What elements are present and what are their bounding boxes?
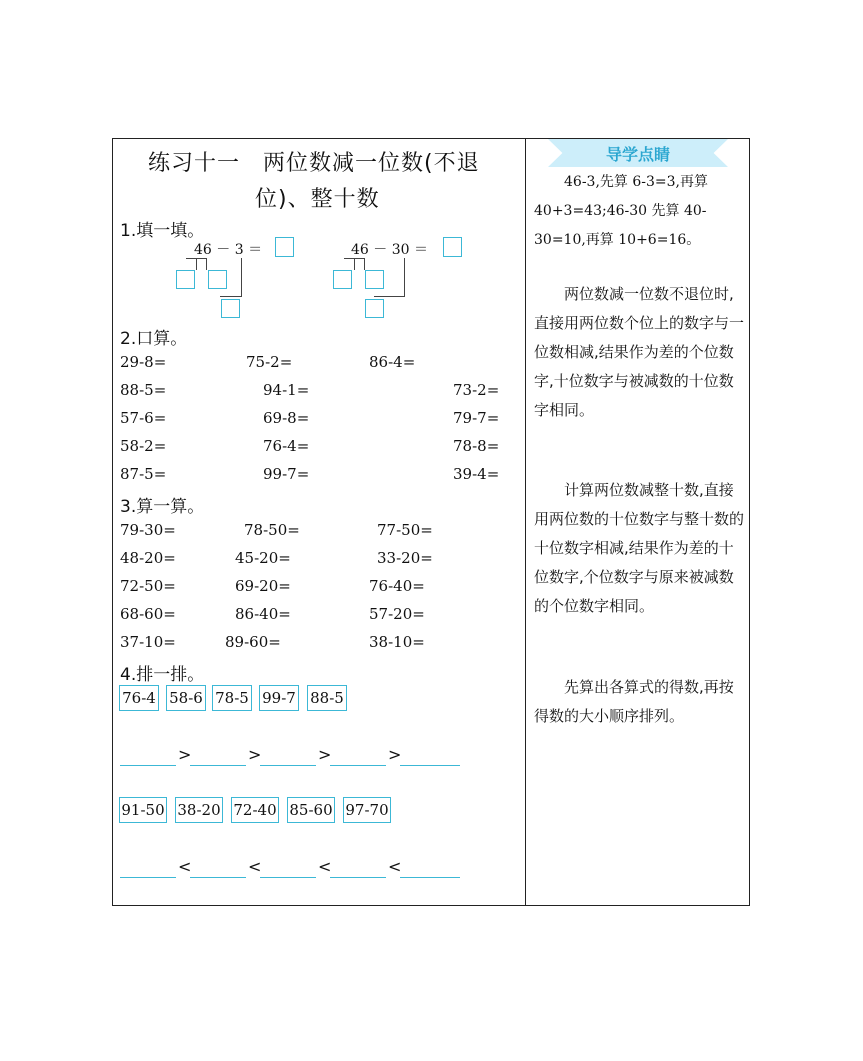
- calc-problem: 33-20=: [377, 549, 433, 567]
- expression-chip[interactable]: 97-70: [343, 797, 391, 823]
- tens-box[interactable]: [176, 270, 195, 289]
- ones-box[interactable]: [365, 270, 384, 289]
- answer-blank[interactable]: [330, 877, 386, 878]
- oral-problem: 94-1=: [263, 381, 310, 399]
- answer-blank[interactable]: [190, 877, 246, 878]
- expression-chip[interactable]: 58-6: [166, 685, 206, 711]
- answer-blank[interactable]: [400, 877, 460, 878]
- oral-problem: 75-2=: [246, 353, 293, 371]
- expression-chip[interactable]: 99-7: [259, 685, 299, 711]
- answer-blank[interactable]: [120, 877, 176, 878]
- section3-heading: 3.算一算。: [120, 497, 205, 517]
- oral-problem: 78-8=: [453, 437, 500, 455]
- guide-note-subtract-tens: 计算两位数减整十数,直接用两位数的十位数字与整十数的十位数字相减,结果作为差的十位数字,个位数字与原来被减数的个位数字相同。: [534, 481, 745, 615]
- calc-problem: 48-20=: [120, 549, 176, 567]
- less-than-sign: <: [248, 857, 262, 876]
- calc-problem: 57-20=: [369, 605, 425, 623]
- partial-result-box[interactable]: [365, 299, 384, 318]
- answer-blank[interactable]: [330, 765, 386, 766]
- section4-heading: 4.排一排。: [120, 665, 205, 685]
- oral-problem: 79-7=: [453, 409, 500, 427]
- guide-banner-title: 导学点睛: [605, 145, 670, 164]
- greater-than-sign: >: [318, 745, 332, 764]
- worksheet-title-line2: 位)、整十数: [255, 187, 380, 212]
- calc-problem: 78-50=: [244, 521, 300, 539]
- split-line: [196, 258, 197, 270]
- greater-than-sign: >: [388, 745, 402, 764]
- oral-problem: 29-8=: [120, 353, 167, 371]
- bracket-line: [374, 296, 405, 297]
- answer-blank[interactable]: [260, 765, 316, 766]
- calc-problem: 86-40=: [235, 605, 291, 623]
- section1-heading: 1.填一填。: [120, 221, 205, 241]
- ordering-row-descending: [0, 740, 863, 770]
- less-than-sign: <: [178, 857, 192, 876]
- calc-problem: 76-40=: [369, 577, 425, 595]
- oral-problem: 39-4=: [453, 465, 500, 483]
- expression-chip[interactable]: 72-40: [231, 797, 279, 823]
- greater-than-sign: >: [248, 745, 262, 764]
- answer-box[interactable]: [275, 237, 294, 257]
- oral-problem: 87-5=: [120, 465, 167, 483]
- oral-problem: 69-8=: [263, 409, 310, 427]
- ones-box[interactable]: [208, 270, 227, 289]
- split-line: [186, 258, 206, 259]
- expression-chip[interactable]: 38-20: [175, 797, 223, 823]
- oral-problem: 58-2=: [120, 437, 167, 455]
- expression-46-minus-3: 46 － 3 ＝: [194, 242, 263, 258]
- worksheet-title-line1: 练习十一 两位数减一位数(不退: [148, 151, 480, 176]
- partial-result-box[interactable]: [221, 299, 240, 318]
- guide-note-ordering: 先算出各算式的得数,再按得数的大小顺序排列。: [534, 678, 734, 725]
- less-than-sign: <: [318, 857, 332, 876]
- calc-problem: 38-10=: [369, 633, 425, 651]
- calc-problem: 69-20=: [235, 577, 291, 595]
- ordering-row-ascending: [0, 852, 863, 882]
- calc-problem: 45-20=: [235, 549, 291, 567]
- oral-problem: 99-7=: [263, 465, 310, 483]
- oral-problem: 57-6=: [120, 409, 167, 427]
- bracket-line: [220, 296, 242, 297]
- answer-blank[interactable]: [120, 765, 176, 766]
- tens-box[interactable]: [333, 270, 352, 289]
- section2-heading: 2.口算。: [120, 329, 188, 349]
- calc-problem: 37-10=: [120, 633, 176, 651]
- split-line: [364, 258, 365, 270]
- answer-box[interactable]: [443, 237, 462, 257]
- answer-blank[interactable]: [260, 877, 316, 878]
- expression-46-minus-30: 46 － 30 ＝: [351, 242, 428, 258]
- bracket-line: [241, 258, 242, 296]
- calc-problem: 68-60=: [120, 605, 176, 623]
- split-line: [354, 258, 355, 270]
- oral-problem: 88-5=: [120, 381, 167, 399]
- split-line: [344, 258, 364, 259]
- expression-chip[interactable]: 91-50: [119, 797, 167, 823]
- calc-problem: 79-30=: [120, 521, 176, 539]
- expression-chip[interactable]: 85-60: [287, 797, 335, 823]
- split-line: [206, 258, 207, 270]
- oral-problem: 86-4=: [369, 353, 416, 371]
- greater-than-sign: >: [178, 745, 192, 764]
- guide-note-subtract-ones: 两位数减一位数不退位时,直接用两位数个位上的数字与一位数相减,结果作为差的个位数字,十位数字与被减数的十位数字相同。: [534, 285, 745, 419]
- oral-problem: 73-2=: [453, 381, 500, 399]
- calc-problem: 89-60=: [225, 633, 281, 651]
- answer-blank[interactable]: [400, 765, 460, 766]
- expression-chip[interactable]: 78-5: [212, 685, 252, 711]
- expression-chip[interactable]: 88-5: [307, 685, 347, 711]
- answer-blank[interactable]: [190, 765, 246, 766]
- expression-chip[interactable]: 76-4: [119, 685, 159, 711]
- bracket-line: [404, 258, 405, 296]
- column-divider: [525, 138, 526, 906]
- guide-note-example: 46-3,先算 6-3=3,再算 40+3=43;46-30 先算 40-30=10,再算 10+6=16。: [534, 174, 708, 248]
- less-than-sign: <: [388, 857, 402, 876]
- calc-problem: 72-50=: [120, 577, 176, 595]
- oral-problem: 76-4=: [263, 437, 310, 455]
- calc-problem: 77-50=: [377, 521, 433, 539]
